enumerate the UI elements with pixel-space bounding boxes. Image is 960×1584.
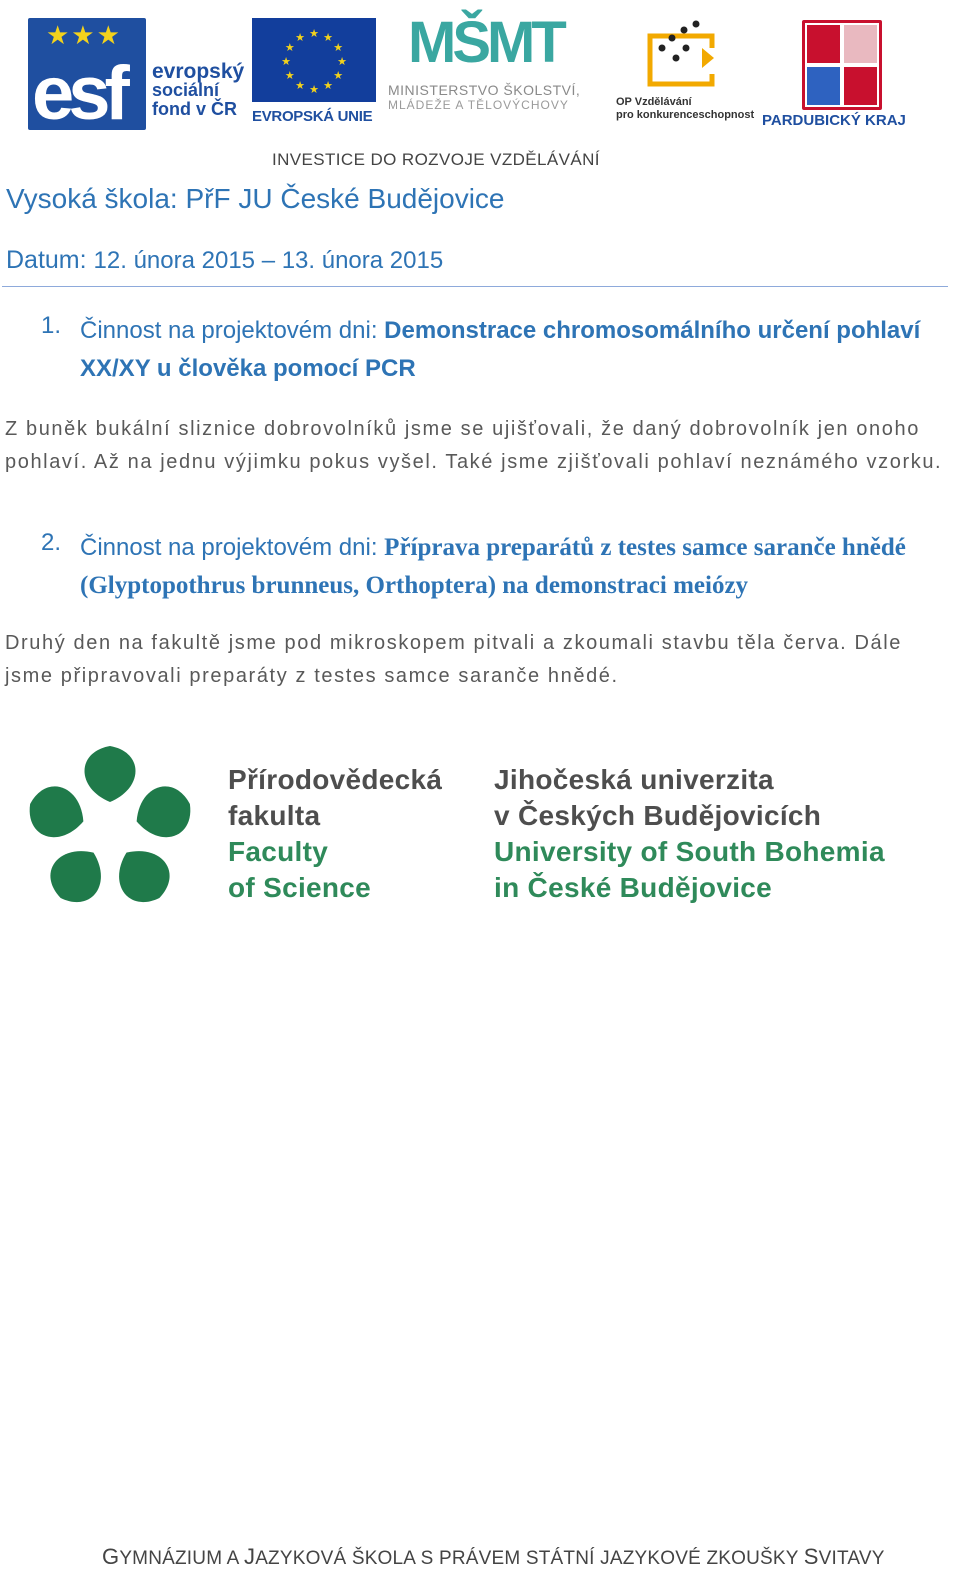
activity-1-text: Z buněk bukální sliznice dobrovolníků jsme se ujišťovali, že daný dobrovolník jen onoho pohlaví. Až na jednu výjimku pokus vyšel. Také jsme zjišťovali pohlaví neznámého vzorku.: [5, 418, 943, 473]
svg-text:★: ★: [284, 70, 295, 82]
faculty-name: [228, 762, 442, 906]
pardubicky-kraj-logo: [762, 20, 922, 135]
footer-text-2: AZYKOVÁ ŠKOLA S PRÁVEM STÁTNÍ JAZYKOVÉ ZKOUŠKY: [255, 1548, 804, 1569]
esf-line-3: fond v ČR: [152, 99, 237, 119]
activity-title: Příprava preparátů z testes samce sarančе hnědé (Glyptopothrus brunneus, Orthoptera) na demonstraci meiózy: [80, 534, 906, 599]
svg-text:★: ★: [281, 56, 291, 68]
page-footer: [102, 1544, 885, 1570]
msmt-line-2: MLÁDEŽE A TĚLOVÝCHOVY: [388, 98, 569, 112]
activity-number: 2.: [41, 529, 62, 556]
sponsor-logo-bar: [0, 0, 960, 175]
svg-text:★: ★: [323, 31, 333, 44]
svg-text:★: ★: [333, 42, 344, 54]
university-line-2: v Českých Budějovicích: [494, 800, 822, 831]
school-line: [6, 183, 505, 215]
svg-text:★: ★: [337, 56, 347, 68]
esf-letters: esf: [32, 51, 124, 130]
svg-text:★: ★: [323, 80, 333, 93]
school-label: Vysoká škola:: [6, 183, 178, 214]
svg-text:★: ★: [333, 70, 344, 82]
esf-line-2: sociální: [152, 80, 220, 100]
footer-cap-3: S: [803, 1544, 819, 1569]
faculty-line-2: fakulta: [228, 800, 321, 831]
activity-2-text: Druhý den na fakultě jsme pod mikroskopem pitvali a zkoumali stavbu těla červa. Dále jsme připravovali preparáty z testes samce saranče hnědé.: [5, 632, 902, 687]
op-logo: [612, 18, 757, 133]
investice-tagline: INVESTICE DO ROZVOJE VZDĚLÁVÁNÍ: [272, 150, 600, 169]
op-line-2: pro konkurenceschopnost: [616, 109, 755, 121]
faculty-line-1: Přírodovědecká: [228, 764, 443, 795]
esf-stars-icon: ★★★: [46, 20, 122, 50]
esf-line-1: evropský: [152, 60, 245, 83]
footer-cap-2: J: [243, 1544, 256, 1569]
op-mark-icon: [642, 18, 728, 94]
date-label: Datum:: [6, 246, 87, 274]
svg-text:★: ★: [309, 84, 319, 96]
footer-cap-1: G: [102, 1544, 120, 1569]
activity-number: 1.: [41, 312, 62, 339]
school-value: PřF JU České Budějovice: [185, 183, 505, 214]
university-line-4: in České Budějovice: [494, 872, 773, 903]
region-label: PARDUBICKÝ KRAJ: [762, 112, 906, 129]
footer-text-1: YMNÁZIUM A: [119, 1548, 244, 1569]
esf-text: [152, 62, 244, 119]
date-line: [6, 246, 443, 275]
faculty-line-4: of Science: [228, 872, 372, 903]
esf-logo: [28, 18, 243, 133]
faculty-flower-icon: [22, 742, 198, 914]
msmt-logo: [388, 10, 608, 134]
activity-heading-text: [80, 312, 955, 388]
activity-heading-text: [80, 529, 955, 605]
eu-label: EVROPSKÁ UNIE: [252, 108, 373, 125]
svg-text:★: ★: [295, 80, 305, 93]
svg-text:★: ★: [284, 42, 295, 54]
svg-text:★: ★: [309, 28, 319, 40]
region-shield-icon: [802, 20, 882, 110]
eu-logo: [252, 18, 380, 133]
activity-prefix: Činnost na projektovém dni:: [80, 317, 385, 344]
eu-flag-icon: [252, 18, 376, 102]
date-value: 12. února 2015 – 13. února 2015: [93, 247, 444, 274]
university-line-3: University of South Bohemia: [494, 836, 885, 867]
msmt-mark: MŠMT: [408, 10, 563, 75]
activity-title: Demonstrace chromosomálního určení pohlaví XX/XY u člověka pomocí PCR: [80, 317, 921, 382]
activity-prefix: Činnost na projektovém dni:: [80, 534, 385, 561]
university-line-1: Jihočeská univerzita: [494, 764, 774, 795]
op-text: [616, 96, 754, 122]
msmt-line-1: MINISTERSTVO ŠKOLSTVÍ,: [388, 82, 581, 98]
footer-text-3: VITAVY: [818, 1548, 885, 1569]
heading-underline: [2, 286, 948, 287]
svg-text:★: ★: [295, 31, 305, 44]
esf-mark: [28, 18, 146, 130]
faculty-line-3: Faculty: [228, 836, 329, 867]
op-line-1: OP Vzdělávání: [616, 96, 692, 108]
university-name: [494, 762, 885, 906]
